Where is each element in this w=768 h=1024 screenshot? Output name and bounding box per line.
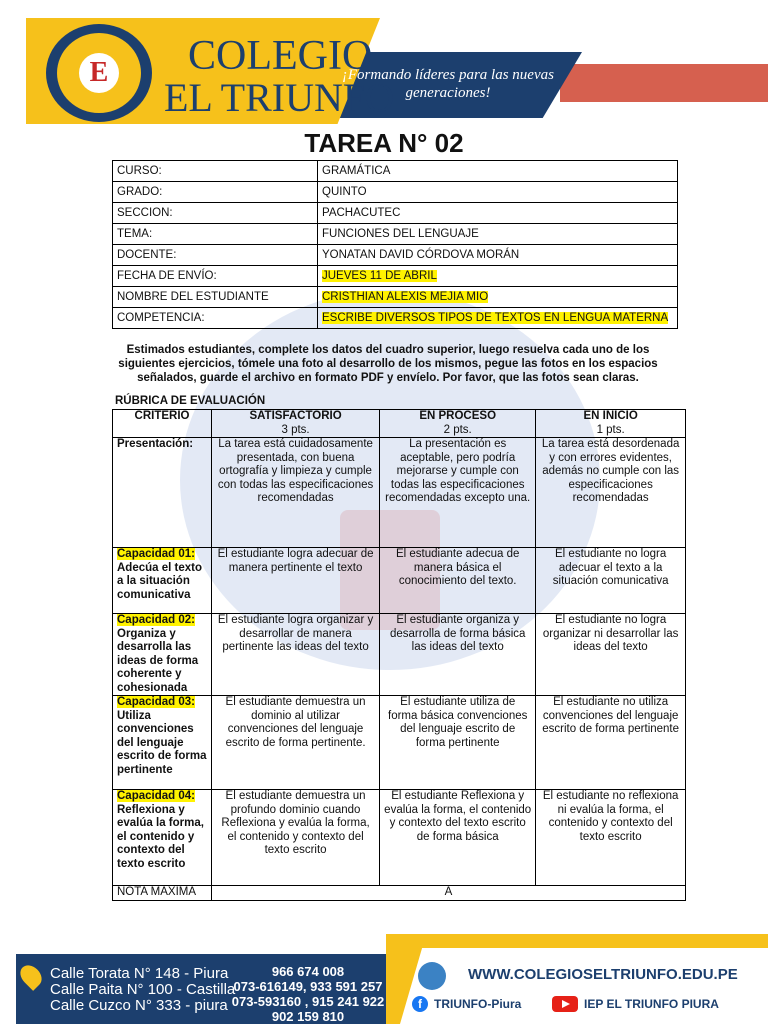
facebook-link[interactable]: TRIUNFO-Piura: [434, 997, 522, 1011]
rubric-inicio: El estudiante no logra organizar ni desarrollar las ideas del texto: [536, 614, 686, 696]
info-row: [113, 203, 678, 224]
info-row: [113, 266, 678, 287]
criterio-text: Reflexiona y evalúa la forma, el contenido y contexto del texto escrito: [117, 803, 204, 870]
info-value: PACHACUTEC: [322, 207, 401, 219]
info-value-cell: [318, 224, 678, 245]
globe-icon: [418, 962, 446, 990]
rubric-row: [113, 790, 686, 886]
info-label: SECCION:: [113, 203, 318, 224]
info-value-cell: [318, 203, 678, 224]
rubric-proceso: El estudiante adecua de manera básica el conocimiento del texto.: [380, 548, 536, 614]
info-value: GRAMÁTICA: [322, 165, 391, 177]
crest-inner: [57, 33, 141, 113]
page-title: TAREA N° 02: [304, 128, 464, 158]
school-crest-icon: [46, 24, 152, 122]
info-row: [113, 308, 678, 329]
rubric-criterio: [113, 438, 212, 548]
rubric-row: [113, 438, 686, 548]
footer-phones: [228, 964, 388, 1024]
header-red-band: [560, 64, 768, 102]
info-value: CRISTHIAN ALEXIS MEJIA MIO: [322, 291, 489, 303]
rubric-row: [113, 696, 686, 790]
capacidad-tag: Capacidad 04:: [117, 790, 195, 802]
facebook-icon[interactable]: f: [412, 996, 428, 1012]
phone-line: 073-616149, 933 591 257: [233, 979, 383, 994]
school-name-line2: EL TRIUNFO: [164, 75, 394, 120]
info-value: JUEVES 11 DE ABRIL: [322, 270, 437, 282]
info-value-cell: [318, 308, 678, 329]
info-value-cell: [318, 266, 678, 287]
crest-letter: E: [79, 53, 119, 93]
rubric-header-inicio: EN INICIO 1 pts.: [536, 410, 686, 438]
address-line: Calle Cuzco N° 333 - piura: [50, 997, 228, 1014]
instructions-text: Estimados estudiantes, complete los datos del cuadro superior, luego resuelva cada uno de los siguientes ejercicios, tómele una foto al desarrollo de los mismos, pegue las fotos en los espacios señalados, guarde el archivo en formato PDF y envíelo. Por favor, que las fotos sean claras.: [118, 344, 658, 384]
phone-line: 073-593160 , 915 241 922: [231, 994, 385, 1009]
info-label: TEMA:: [113, 224, 318, 245]
rubric-criterio: [113, 548, 212, 614]
capacidad-tag: Capacidad 01:: [117, 548, 195, 560]
address-line: Calle Paita N° 100 - Castilla: [50, 981, 236, 998]
rubric-criterio: [113, 696, 212, 790]
info-value-cell: [318, 245, 678, 266]
rubric-satisfactorio: El estudiante demuestra un profundo dominio cuando Reflexiona y evalúa la forma, el contenido y contexto del texto escrito: [212, 790, 380, 886]
student-info-table: [112, 160, 678, 329]
footer-white-panel: [400, 948, 768, 1024]
rubric-satisfactorio: El estudiante logra adecuar de manera pertinente el texto: [212, 548, 380, 614]
rubric-satisfactorio: El estudiante logra organizar y desarrollar de manera pertinente las ideas del texto: [212, 614, 380, 696]
info-row: [113, 287, 678, 308]
nota-value: A: [212, 886, 686, 901]
info-row: [113, 245, 678, 266]
rubric-header-proceso: EN PROCESO 2 pts.: [380, 410, 536, 438]
info-value-cell: [318, 161, 678, 182]
school-slogan: ¡Formando líderes para las nuevas generaciones!: [342, 67, 554, 101]
rubric-title: RÚBRICA DE EVALUACIÓN: [115, 395, 266, 407]
info-row: [113, 161, 678, 182]
info-label: DOCENTE:: [113, 245, 318, 266]
rubric-header-row: [113, 410, 686, 438]
criterio-text: Adecúa el texto a la situación comunicativa: [117, 561, 202, 601]
nota-label: NOTA MAXIMA: [113, 886, 212, 901]
info-label: NOMBRE DEL ESTUDIANTE: [113, 287, 318, 308]
criterio-text: Utiliza convenciones del lenguaje escrito de forma pertinente: [117, 709, 207, 776]
info-row: [113, 182, 678, 203]
info-value: YONATAN DAVID CÓRDOVA MORÁN: [322, 249, 520, 261]
website-link[interactable]: WWW.COLEGIOSELTRIUNFO.EDU.PE: [468, 966, 738, 983]
info-value: FUNCIONES DEL LENGUAJE: [322, 228, 479, 240]
capacidad-tag: Capacidad 02:: [117, 614, 195, 626]
page-header: [0, 0, 768, 130]
rubric-row: [113, 548, 686, 614]
footer-addresses: [50, 966, 235, 1014]
page-footer: [0, 934, 768, 1024]
rubric-proceso: El estudiante Reflexiona y evalúa la forma, el contenido y contexto del texto escrito de forma básica: [380, 790, 536, 886]
info-label: CURSO:: [113, 161, 318, 182]
info-value: QUINTO: [322, 186, 367, 198]
rubric-header-criterio: CRITERIO: [113, 410, 212, 438]
rubric-proceso: El estudiante utiliza de forma básica convenciones del lenguaje escrito de forma pertinente: [380, 696, 536, 790]
capacidad-tag: Capacidad 03:: [117, 696, 195, 708]
nota-row: [113, 886, 686, 901]
info-value-cell: [318, 287, 678, 308]
rubric-header-satisfactorio: SATISFACTORIO 3 pts.: [212, 410, 380, 438]
youtube-icon[interactable]: [552, 996, 578, 1012]
rubric-inicio: El estudiante no reflexiona ni evalúa la forma, el contenido y contexto del texto escrito: [536, 790, 686, 886]
address-line: Calle Torata N° 148 - Piura: [50, 965, 229, 982]
rubric-table: [112, 409, 686, 901]
rubric-inicio: El estudiante no logra adecuar el texto a la situación comunicativa: [536, 548, 686, 614]
criterio-text: Organiza y desarrolla las ideas de forma coherente y cohesionada: [117, 627, 199, 694]
school-name-line1: COLEGIO: [188, 33, 373, 79]
criterio-text: Presentación:: [117, 438, 194, 450]
rubric-criterio: [113, 790, 212, 886]
info-label: FECHA DE ENVÍO:: [113, 266, 318, 287]
rubric-row: [113, 614, 686, 696]
youtube-link[interactable]: IEP EL TRIUNFO PIURA: [584, 997, 719, 1011]
rubric-criterio: [113, 614, 212, 696]
rubric-satisfactorio: El estudiante demuestra un dominio al utilizar convenciones del lenguaje escrito de forma pertinente.: [212, 696, 380, 790]
phone-line: 902 159 810: [271, 1009, 345, 1024]
info-label: COMPETENCIA:: [113, 308, 318, 329]
rubric-proceso: La presentación es aceptable, pero podría mejorarse y cumple con todas las especificaciones recomendadas excepto una.: [380, 438, 536, 548]
phone-line: 966 674 008: [271, 964, 345, 979]
info-value-cell: [318, 182, 678, 203]
rubric-satisfactorio: La tarea está cuidadosamente presentada, con buena ortografía y limpieza y cumple con todas las especificaciones recomendadas: [212, 438, 380, 548]
rubric-inicio: El estudiante no utiliza convenciones del lenguaje escrito de forma pertinente: [536, 696, 686, 790]
info-row: [113, 224, 678, 245]
rubric-inicio: La tarea está desordenada y con errores evidentes, además no cumple con las especificaciones recomendadas: [536, 438, 686, 548]
info-label: GRADO:: [113, 182, 318, 203]
info-value: ESCRIBE DIVERSOS TIPOS DE TEXTOS EN LENGUA MATERNA: [322, 312, 669, 324]
rubric-proceso: El estudiante organiza y desarrolla de forma básica las ideas del texto: [380, 614, 536, 696]
